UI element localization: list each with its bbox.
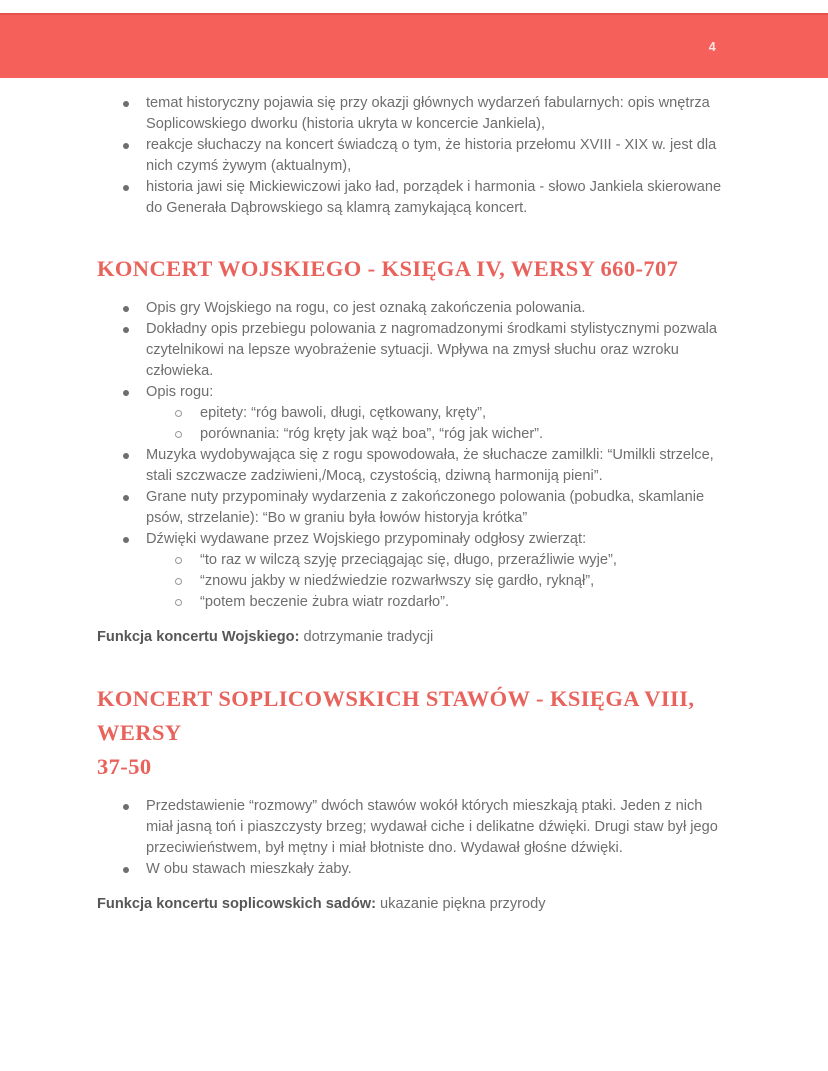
list-item — [97, 529, 731, 613]
list-item — [97, 135, 731, 177]
list-subitem — [146, 550, 731, 571]
heading-line: 37-50 — [97, 754, 152, 779]
page-header-band — [0, 13, 828, 78]
wojski-list — [97, 298, 731, 613]
list-item-text: Opis gry Wojskiego na rogu, co jest oznaką zakończenia polowania. — [146, 300, 586, 316]
list-item-text: “potem beczenie żubra wiatr rozdarło”. — [200, 594, 450, 610]
section-heading-koncert-wojskiego — [97, 252, 731, 286]
list-item — [97, 859, 731, 880]
list-item-text: “znowu jakby w niedźwiedzie rozwarłwszy się gardło, ryknął”, — [200, 573, 595, 589]
animal-sublist — [146, 550, 731, 613]
list-item — [97, 382, 731, 445]
list-item — [97, 796, 731, 859]
list-item-text: historia jawi się Mickiewiczowi jako ład, porządek i harmonia - słowo Jankiela skierowane do Generała Dąbrowskiego są klamrą zamykającą koncert. — [146, 179, 722, 216]
list-item-text: temat historyczny pojawia się przy okazji głównych wydarzeń fabularnych: opis wnętrza Soplicowskiego dworku (historia ukryta w koncercie Jankiela), — [146, 95, 710, 132]
list-item-text: W obu stawach mieszkały żaby. — [146, 861, 352, 877]
list-item-text: Dokładny opis przebiegu polowania z nagromadzonymi środkami stylistycznymi pozwala czytelnikowi na lepsze wyobrażenie sytuacji. Wpływa na zmysł słuchu oraz wzroku człowieka. — [146, 321, 718, 379]
list-item-text: Grane nuty przypominały wydarzenia z zakończonego polowania (pobudka, skamlanie psów, strzelanie): “Bo w graniu była łowów historyja krótka” — [146, 489, 705, 526]
list-item — [97, 298, 731, 319]
intro-section — [97, 85, 731, 219]
heading-line: KONCERT WOJSKIEGO - KSIĘGA IV, WERSY 660-707 — [97, 256, 679, 281]
list-item-text: Muzyka wydobywająca się z rogu spowodowała, że słuchacze zamilkli: “Umilkli strzelce, stali szczwacze zadziwieni,/Mocą, czystością, dziwną harmoniją pieni”. — [146, 447, 714, 484]
note-value: dotrzymanie tradycji — [303, 629, 434, 645]
list-subitem — [146, 571, 731, 592]
intro-list — [97, 93, 731, 219]
list-item — [97, 487, 731, 529]
list-item-text: reakcje słuchaczy na koncert świadczą o tym, że historia przełomu XVIII - XIX w. jest dla nich czymś żywym (aktualnym), — [146, 137, 717, 174]
note-value: ukazanie piękna przyrody — [380, 896, 546, 912]
note-label: Funkcja koncertu Wojskiego: — [97, 629, 300, 645]
list-item-text: epitety: “róg bawoli, długi, cętkowany, kręty”, — [200, 405, 487, 421]
page-number: 4 — [708, 39, 716, 54]
list-item — [97, 93, 731, 135]
rog-sublist — [146, 403, 731, 445]
list-item — [97, 445, 731, 487]
list-item — [97, 319, 731, 382]
page-content — [97, 85, 731, 915]
list-item-text: porównania: “róg kręty jak wąż boa”, “róg jak wicher”. — [200, 426, 544, 442]
list-item-text: Przedstawienie “rozmowy” dwóch stawów wokół których mieszkają ptaki. Jeden z nich miał jasną toń i piaszczysty brzeg; wydawał ciche i delikatne dźwięki. Drugi staw był jego przeciwieństwem, był mętny i miał błotniste dno. Wydawał głośne dźwięki. — [146, 798, 718, 856]
heading-line: KONCERT SOPLICOWSKICH STAWÓW - KSIĘGA VIII, WERSY — [97, 686, 695, 745]
list-subitem — [146, 424, 731, 445]
note-funkcja-wojskiego — [97, 627, 731, 648]
list-item-text: “to raz w wilczą szyję przeciągając się, długo, przeraźliwie wyje”, — [200, 552, 617, 568]
list-subitem — [146, 592, 731, 613]
stawy-list — [97, 796, 731, 880]
list-item — [97, 177, 731, 219]
note-label: Funkcja koncertu soplicowskich sadów: — [97, 896, 376, 912]
list-subitem — [146, 403, 731, 424]
note-funkcja-sadow — [97, 894, 731, 915]
section-heading-koncert-stawow — [97, 682, 731, 784]
list-item-text: Dźwięki wydawane przez Wojskiego przypominały odgłosy zwierząt: — [146, 531, 587, 547]
list-item-text: Opis rogu: — [146, 384, 214, 400]
